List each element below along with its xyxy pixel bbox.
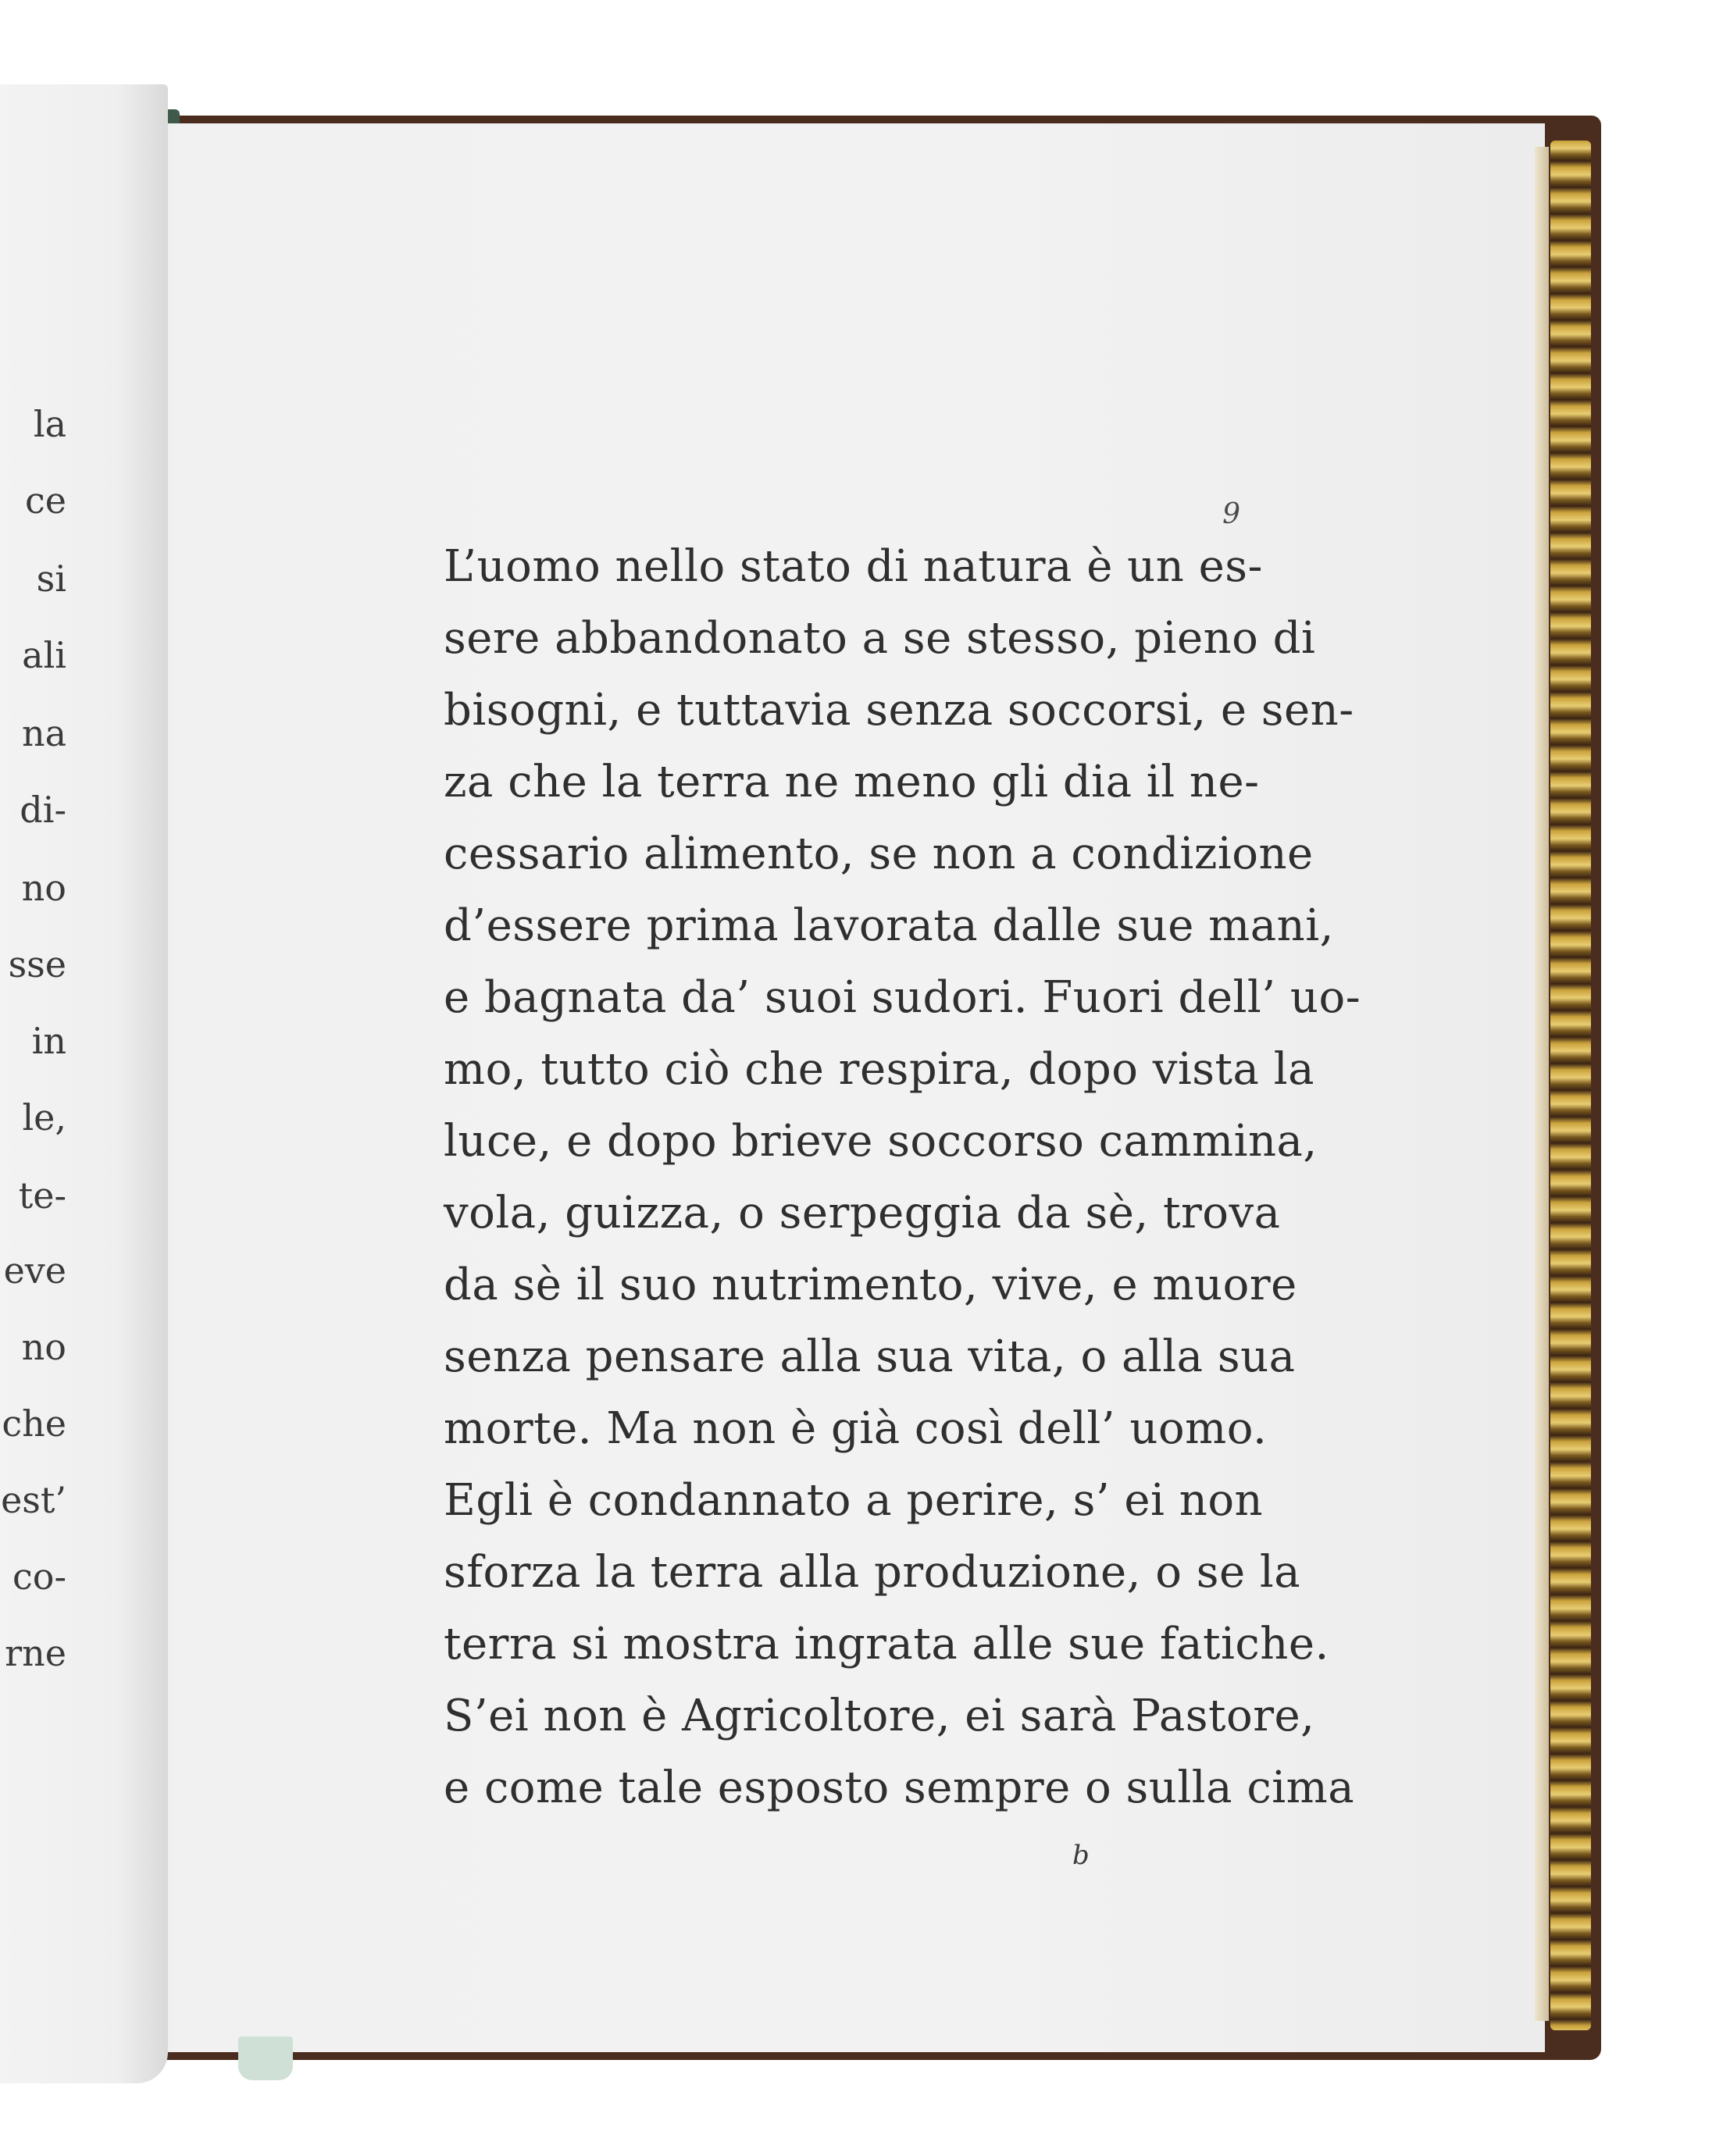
text-line: d’essere prima lavorata dalle sue mani, — [444, 900, 1334, 951]
left-text-fragment: co- — [12, 1556, 66, 1598]
left-text-fragment: le, — [22, 1096, 66, 1139]
gilt-border-decoration — [1550, 141, 1591, 2030]
left-text-fragment: in — [31, 1020, 66, 1062]
left-text-fragment: la — [33, 403, 66, 445]
text-line: senza pensare alla sua vita, o alla sua — [444, 1331, 1296, 1382]
left-text-fragment: che — [2, 1402, 66, 1445]
text-line: bisogni, e tuttavia senza soccorsi, e sen- — [444, 685, 1354, 736]
text-line: sere abbandonato a se stesso, pieno di — [444, 613, 1316, 664]
left-text-fragment: di- — [20, 789, 66, 831]
text-line: da sè il suo nutrimento, vive, e muore — [444, 1260, 1297, 1310]
text-line: e bagnata da’ suoi sudori. Fuori dell’ uo- — [444, 972, 1361, 1023]
left-text-fragment: sse — [8, 943, 66, 985]
text-line: terra si mostra ingrata alle sue fatiche. — [444, 1619, 1329, 1670]
left-page — [0, 84, 168, 2083]
text-line: za che la terra ne meno gli dia il ne- — [444, 757, 1260, 807]
text-line: S’ei non è Agricoltore, ei sarà Pastore, — [444, 1691, 1315, 1741]
left-text-fragment: rne — [5, 1632, 66, 1674]
text-line: sforza la terra alla produzione, o se la — [444, 1547, 1301, 1598]
text-line: mo, tutto ciò che respira, dopo vista la — [444, 1044, 1315, 1095]
page-number: 9 — [1222, 498, 1240, 530]
left-text-fragment: no — [21, 1326, 66, 1368]
ribbon-marker — [238, 2037, 293, 2080]
left-text-fragment: est’ — [1, 1479, 66, 1521]
signature-mark: b — [1072, 1840, 1090, 1871]
left-text-fragment: te- — [18, 1174, 66, 1217]
text-line: cessario alimento, se non a condizione — [444, 829, 1314, 879]
text-line: L’uomo nello stato di natura è un es- — [444, 541, 1263, 592]
left-text-fragment: no — [21, 867, 66, 909]
text-line: vola, guizza, o serpeggia da sè, trova — [444, 1188, 1281, 1238]
left-text-fragment: na — [21, 712, 66, 754]
left-text-fragment: ce — [25, 479, 66, 522]
left-text-fragment: ali — [22, 634, 66, 676]
left-text-fragment: si — [36, 558, 66, 600]
left-text-fragment: eve — [3, 1249, 66, 1292]
text-line: morte. Ma non è già così dell’ uomo. — [444, 1403, 1268, 1454]
text-line: e come tale esposto sempre o sulla cima — [444, 1762, 1355, 1813]
page-edges — [1535, 147, 1549, 2021]
text-line: luce, e dopo brieve soccorso cammina, — [444, 1116, 1318, 1167]
right-page — [131, 123, 1545, 2052]
text-line: Egli è condannato a perire, s’ ei non — [444, 1475, 1264, 1526]
